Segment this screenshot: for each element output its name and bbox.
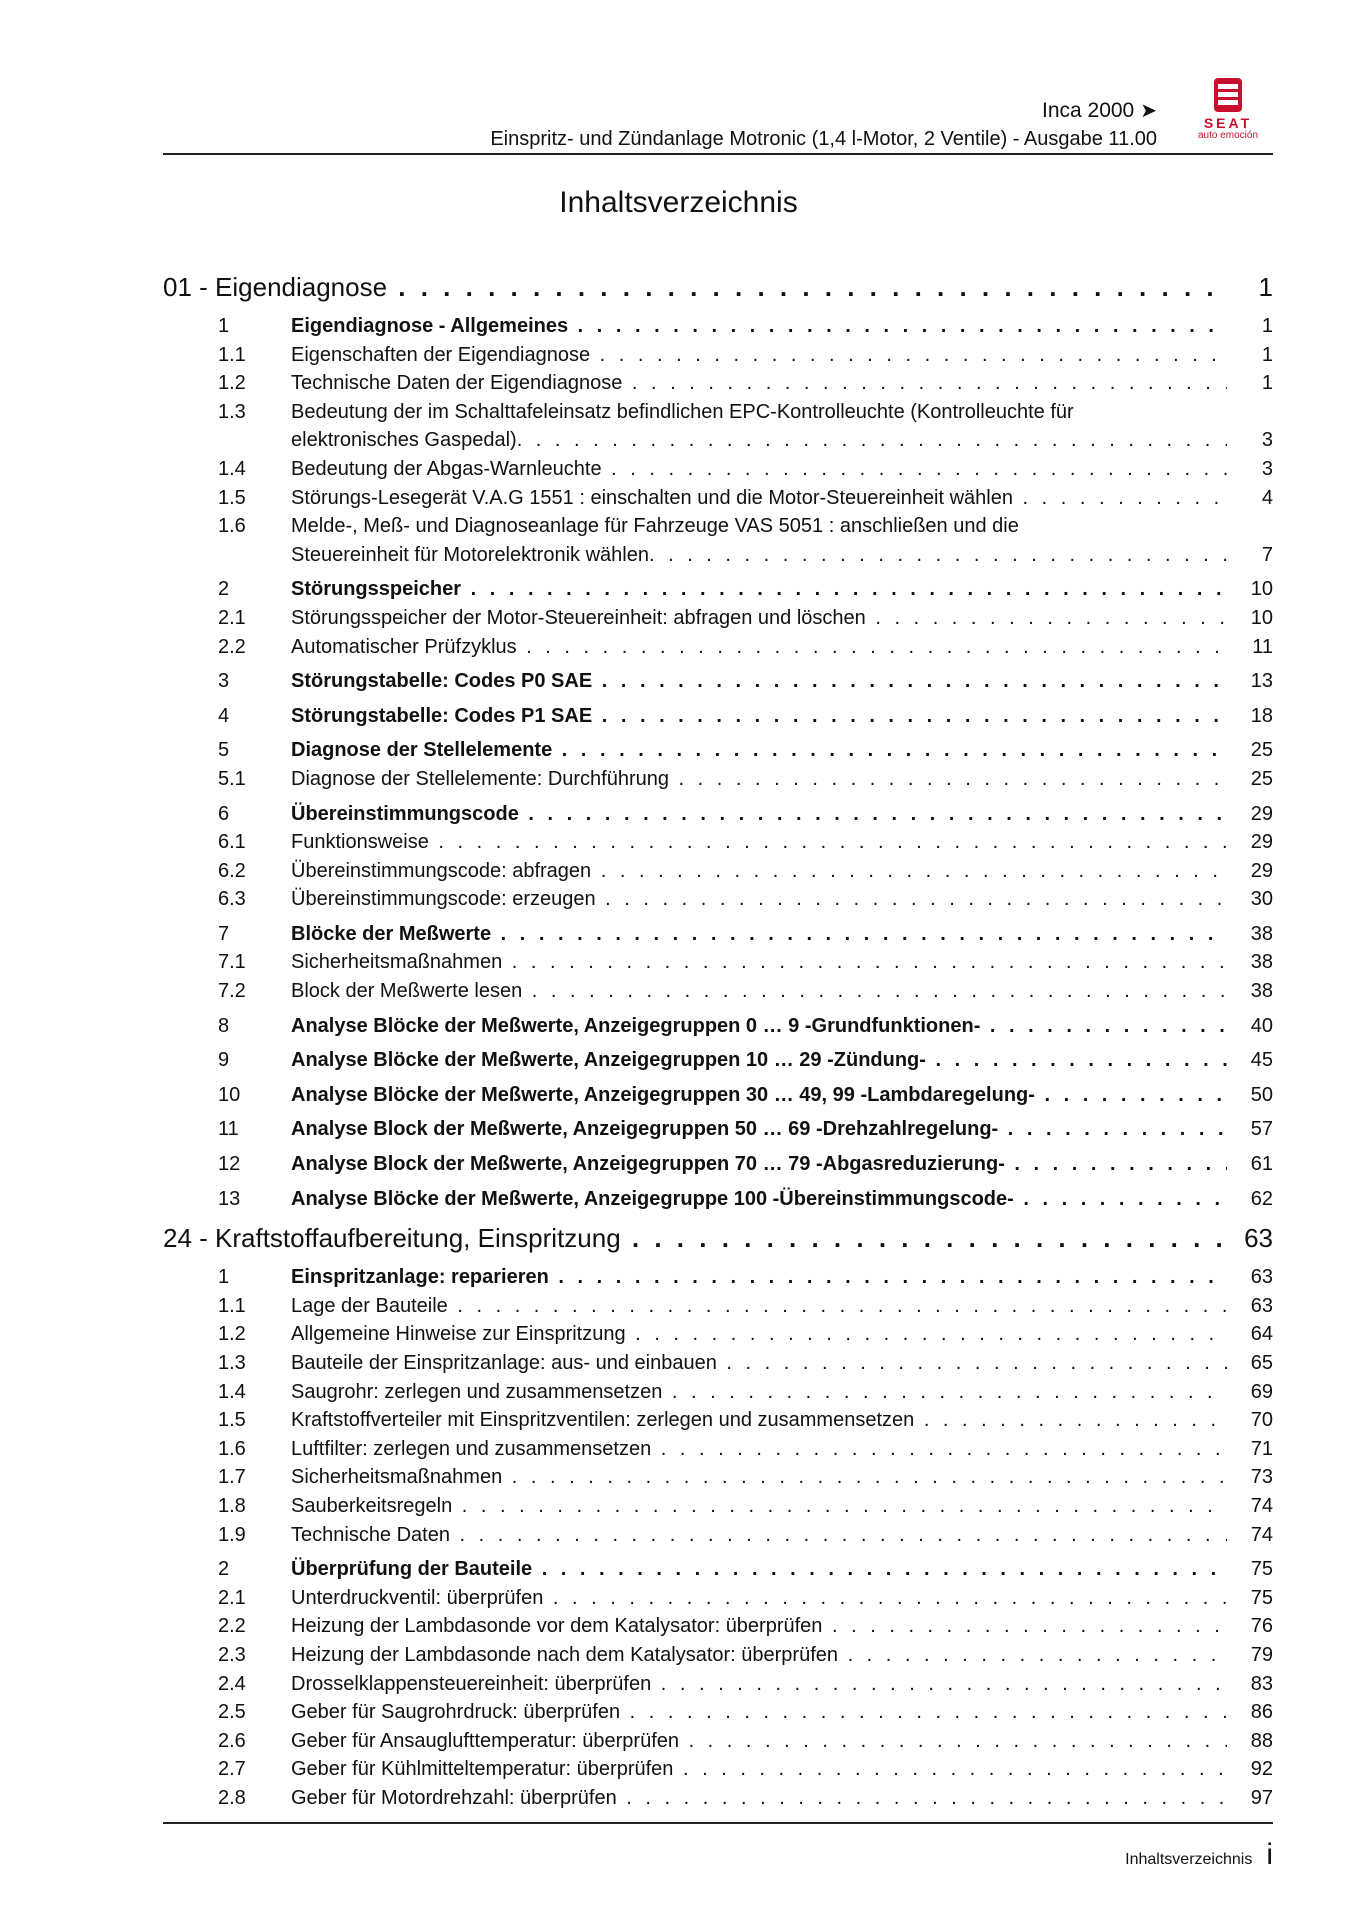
toc-entry-page: 25: [1250, 767, 1273, 790]
toc-entry-title: [291, 512, 1227, 569]
toc-entry-page: 61: [1250, 1153, 1273, 1176]
toc-subsection[interactable]: [163, 633, 1273, 662]
toc-entry-number: 7: [218, 922, 230, 945]
toc-entry-number: 8: [218, 1014, 230, 1037]
toc-entry-title: Analyse Blöcke der Meßwerte, Anzeigegruppen 0 … 9 -Grundfunktionen- . . .: [291, 1012, 1227, 1041]
toc-entry-title: Eigendiagnose - Allgemeines . . .: [291, 312, 1227, 341]
toc-entry-title-line2: [291, 541, 1227, 570]
toc-entry-title: Übereinstimmungscode: erzeugen . . .: [291, 885, 1227, 914]
toc-entry-number: 13: [218, 1187, 241, 1210]
toc-entry-number: 1.9: [218, 1523, 246, 1546]
toc-entry-title: Störungsspeicher der Motor-Steuereinheit: abfragen und löschen . . .: [291, 604, 1227, 633]
toc-entry-number: 2.1: [218, 1586, 246, 1609]
toc-chapter-title: 24 - Kraftstoffaufbereitung, Einspritzung . . .: [163, 1219, 1227, 1257]
toc-entry-title: Störungs-Lesegerät V.A.G 1551 : einschalten und die Motor-Steuereinheit wählen . . .: [291, 484, 1227, 513]
toc-entry-title: Drosselklappensteuereinheit: überprüfen . . .: [291, 1670, 1227, 1699]
toc-entry-number: 10: [218, 1083, 241, 1106]
toc-entry-number: 2.1: [218, 606, 246, 629]
toc-entry-page: 45: [1250, 1049, 1273, 1072]
toc-entry-page: 88: [1250, 1729, 1273, 1752]
toc-entry-title: Eigenschaften der Eigendiagnose . . .: [291, 341, 1227, 370]
toc-entry-number: 2.4: [218, 1672, 246, 1695]
toc-entry-title: [291, 398, 1227, 455]
toc-section[interactable]: [163, 1012, 1273, 1041]
toc-entry-title: Block der Meßwerte lesen . . .: [291, 977, 1227, 1006]
toc-entry-title: Bedeutung der Abgas-Warnleuchte . . .: [291, 455, 1227, 484]
toc-entry-title: Funktionsweise . . .: [291, 828, 1227, 857]
toc-entry-page: 69: [1250, 1380, 1273, 1403]
toc-entry-title: Diagnose der Stellelemente . . .: [291, 736, 1227, 765]
toc-section[interactable]: [163, 1555, 1273, 1584]
toc-entry-number: 2.2: [218, 1615, 246, 1638]
toc-entry-title: Übereinstimmungscode: abfragen . . .: [291, 857, 1227, 886]
arrow-right-icon: ➤: [1140, 100, 1157, 122]
toc-entry-number: 1.6: [218, 515, 246, 538]
toc-entry-page: 64: [1250, 1323, 1273, 1346]
toc-entry-page: 38: [1250, 922, 1273, 945]
toc-entry-page: 29: [1250, 802, 1273, 825]
toc-entry-number: 1.5: [218, 1409, 246, 1432]
toc-section[interactable]: [163, 312, 1273, 341]
footer-label: Inhaltsverzeichnis: [1125, 1851, 1253, 1868]
toc-subsection[interactable]: [163, 1435, 1273, 1464]
toc-entry-title: Saugrohr: zerlegen und zusammensetzen . . .: [291, 1378, 1227, 1407]
toc-entry-title-line1: Melde-, Meß- und Diagnoseanlage für Fahrzeuge VAS 5051 : anschließen und die: [291, 515, 1019, 538]
page-header: [490, 98, 1157, 152]
toc-entry-number: 1.1: [218, 1294, 246, 1317]
document-subtitle: Einspritz- und Zündanlage Motronic (1,4 l-Motor, 2 Ventile) - Ausgabe 11.00: [490, 128, 1157, 150]
toc-entry-number: 1.3: [218, 1352, 246, 1374]
toc-entry-page: 79: [1250, 1643, 1273, 1666]
toc-entry-page: 25: [1250, 739, 1273, 762]
toc-entry-number: 6: [218, 802, 230, 825]
toc-subsection[interactable]: [163, 369, 1273, 398]
toc-entry-title: Allgemeine Hinweise zur Einspritzung . . .: [291, 1320, 1227, 1349]
page-title: Inhaltsverzeichnis: [559, 186, 798, 219]
toc-entry-number: 1.2: [218, 1323, 246, 1346]
toc-subsection[interactable]: [163, 1292, 1273, 1321]
toc-subsection[interactable]: [163, 857, 1273, 886]
toc-entry-title: Blöcke der Meßwerte . . .: [291, 920, 1227, 949]
toc-entry-page: 75: [1250, 1558, 1273, 1581]
toc-subsection[interactable]: [163, 977, 1273, 1006]
seat-s-icon: [1210, 76, 1246, 114]
toc-entry-title: Analyse Block der Meßwerte, Anzeigegruppen 70 … 79 -Abgasreduzierung- . . .: [291, 1150, 1227, 1179]
toc-entry-title: Analyse Blöcke der Meßwerte, Anzeigegruppen 30 … 49, 99 -Lambdaregelung- . . .: [291, 1081, 1227, 1110]
toc-entry-number: 2.6: [218, 1729, 246, 1752]
toc-entry-title: Sicherheitsmaßnahmen . . .: [291, 948, 1227, 977]
toc-entry-page: 62: [1250, 1187, 1273, 1210]
toc-subsection[interactable]: [163, 765, 1273, 794]
toc-entry-number: 5: [218, 739, 230, 762]
toc-entry-title-line1: Bedeutung der im Schalttafeleinsatz befindlichen EPC-Kontrolleuchte (Kontrolleuchte für: [291, 400, 1074, 423]
toc-entry-number: 2.2: [218, 635, 246, 658]
logo-tagline: auto emoción: [1197, 130, 1259, 141]
toc-entry-number: 2.7: [218, 1758, 246, 1781]
toc-entry-page: 1: [1261, 372, 1273, 395]
toc-entry-number: 9: [218, 1049, 230, 1072]
toc-subsection[interactable]: [163, 1670, 1273, 1699]
toc-entry-title: Einspritzanlage: reparieren . . .: [291, 1263, 1227, 1292]
toc-entry-number: 1.8: [218, 1494, 246, 1517]
toc-entry-page: 3: [1261, 429, 1273, 452]
toc-entry-title: Überprüfung der Bauteile . . .: [291, 1555, 1227, 1584]
toc-entry-page: 63: [1250, 1294, 1273, 1317]
toc-subsection[interactable]: [163, 604, 1273, 633]
toc-section[interactable]: [163, 800, 1273, 829]
toc-entry-title: Unterdruckventil: überprüfen . . .: [291, 1584, 1227, 1613]
toc-entry-number: 1.2: [218, 372, 246, 395]
toc-entry-number: 6.3: [218, 888, 246, 911]
toc-entry-title: Technische Daten der Eigendiagnose . . .: [291, 369, 1227, 398]
toc-entry-page: 11: [1252, 635, 1273, 658]
toc-entry-page: 86: [1250, 1701, 1273, 1724]
toc-entry-title: Heizung der Lambdasonde vor dem Katalysator: überprüfen . . .: [291, 1612, 1227, 1641]
toc-entry-page: 1: [1261, 315, 1273, 337]
toc-entry-page: 70: [1250, 1409, 1273, 1432]
toc-chapter-page: 63: [1244, 1223, 1273, 1254]
toc-chapter[interactable]: [163, 268, 1273, 306]
toc-entry-title: Kraftstoffverteiler mit Einspritzventilen: zerlegen und zusammensetzen . . .: [291, 1406, 1227, 1435]
toc-entry-number: 12: [218, 1153, 241, 1176]
toc-chapter[interactable]: [163, 1219, 1273, 1257]
toc-entry-number: 3: [218, 670, 230, 693]
toc-entry-number: 1.5: [218, 486, 246, 509]
toc-entry-number: 2.3: [218, 1643, 246, 1666]
toc-entry-page: 4: [1261, 486, 1273, 509]
toc-entry-title: Diagnose der Stellelemente: Durchführung . . .: [291, 765, 1227, 794]
toc-entry-number: 5.1: [218, 767, 246, 790]
toc-entry-page: 74: [1250, 1523, 1273, 1546]
toc-subsection[interactable]: [163, 1378, 1273, 1407]
toc-entry-number: 7.2: [218, 980, 246, 1003]
toc-entry-page: 63: [1250, 1266, 1273, 1289]
toc-section[interactable]: [163, 1081, 1273, 1110]
toc-entry-page: 1: [1261, 343, 1273, 366]
toc-entry-title: Störungstabelle: Codes P1 SAE . . .: [291, 702, 1227, 731]
toc-entry-title: Übereinstimmungscode . . .: [291, 800, 1227, 829]
toc-entry-page: 75: [1250, 1586, 1273, 1609]
toc-entry-page: 65: [1250, 1352, 1273, 1374]
toc-entry-number: 2: [218, 1558, 230, 1581]
toc-section[interactable]: [163, 1046, 1273, 1075]
toc-subsection[interactable]: [163, 885, 1273, 914]
toc-subsection[interactable]: [163, 1784, 1273, 1813]
toc-subsection[interactable]: [163, 1492, 1273, 1521]
toc-entry-title: Geber für Motordrehzahl: überprüfen . . .: [291, 1784, 1227, 1813]
page-footer: [1125, 1838, 1273, 1872]
toc-subsection[interactable]: [163, 1521, 1273, 1550]
toc-entry-title: Analyse Blöcke der Meßwerte, Anzeigegruppen 10 … 29 -Zündung- . . .: [291, 1046, 1227, 1075]
toc-section[interactable]: [163, 702, 1273, 731]
toc-entry-number: 1.7: [218, 1466, 246, 1489]
toc-subsection[interactable]: [163, 1584, 1273, 1613]
toc-entry-title-line2-text: elektronisches Gaspedal): [291, 429, 517, 452]
toc-entry-page: 92: [1250, 1758, 1273, 1781]
toc-entry-page: 29: [1250, 831, 1273, 854]
toc-entry-title: Analyse Blöcke der Meßwerte, Anzeigegruppe 100 -Übereinstimmungscode- . . .: [291, 1185, 1227, 1214]
toc-subsection[interactable]: [163, 948, 1273, 977]
toc-subsection[interactable]: [163, 1349, 1273, 1378]
toc-leader-dots: [517, 426, 1227, 455]
toc-subsection[interactable]: [163, 1727, 1273, 1756]
toc-entry-number: 7.1: [218, 951, 246, 974]
header-divider: [163, 153, 1273, 155]
toc-entry-page: 76: [1250, 1615, 1273, 1638]
toc-entry-page: 18: [1250, 704, 1273, 727]
toc-entry-number: 1.6: [218, 1437, 246, 1460]
seat-logo: [1183, 76, 1273, 141]
toc-entry-number: 1.1: [218, 343, 246, 366]
toc-entry-number: 1.4: [218, 1380, 246, 1403]
toc-entry-page: 10: [1250, 606, 1273, 629]
toc-entry-page: 97: [1250, 1786, 1273, 1809]
toc-entry-page: 74: [1250, 1494, 1273, 1517]
toc-entry-number: 2.5: [218, 1701, 246, 1724]
toc-entry-title: Geber für Ansauglufttemperatur: überprüfen . . .: [291, 1727, 1227, 1756]
toc-entry-number: 6.1: [218, 831, 246, 854]
toc-entry-number: 11: [218, 1118, 239, 1141]
toc-entry-number: 2: [218, 578, 230, 601]
model-name: Inca 2000: [1041, 99, 1135, 122]
toc-subsection[interactable]: [163, 1698, 1273, 1727]
toc-entry-page: 30: [1250, 888, 1273, 911]
toc-entry-page: 13: [1250, 670, 1273, 693]
toc-entry-page: 50: [1250, 1083, 1273, 1106]
toc-subsection[interactable]: [163, 1463, 1273, 1492]
toc-entry-title: Heizung der Lambdasonde nach dem Katalysator: überprüfen . . .: [291, 1641, 1227, 1670]
toc-subsection[interactable]: [163, 828, 1273, 857]
toc-chapter-title: 01 - Eigendiagnose . . .: [163, 268, 1227, 306]
toc-entry-title: Bauteile der Einspritzanlage: aus- und einbauen . . .: [291, 1349, 1227, 1378]
toc-entry-page: 83: [1250, 1672, 1273, 1695]
toc-entry-page: 71: [1250, 1437, 1273, 1460]
toc-entry-title: Sauberkeitsregeln . . .: [291, 1492, 1227, 1521]
toc-entry-page: 73: [1250, 1466, 1273, 1489]
toc-subsection[interactable]: [163, 1612, 1273, 1641]
toc-subsection[interactable]: [163, 1755, 1273, 1784]
page-number: i: [1266, 1838, 1273, 1871]
toc-entry-number: 1: [218, 315, 230, 337]
toc-subsection[interactable]: [163, 484, 1273, 513]
toc-entry-page: 10: [1250, 578, 1273, 601]
toc-subsection[interactable]: [163, 455, 1273, 484]
toc-entry-title: Sicherheitsmaßnahmen . . .: [291, 1463, 1227, 1492]
toc-entry-page: 38: [1250, 951, 1273, 974]
table-of-contents: [163, 262, 1273, 1813]
footer-divider: [163, 1822, 1273, 1824]
toc-subsection[interactable]: [163, 398, 1273, 455]
toc-entry-number: 4: [218, 704, 230, 727]
toc-entry-number: 6.2: [218, 859, 246, 882]
toc-entry-page: 7: [1261, 543, 1273, 566]
toc-section[interactable]: [163, 1263, 1273, 1292]
model-line: [490, 98, 1157, 124]
toc-section[interactable]: [163, 1185, 1273, 1214]
toc-subsection[interactable]: [163, 1406, 1273, 1435]
toc-entry-title-line2: [291, 426, 1227, 455]
toc-section[interactable]: [163, 736, 1273, 765]
toc-section[interactable]: [163, 575, 1273, 604]
toc-entry-number: 1.3: [218, 400, 246, 423]
logo-brand: SEAT: [1203, 115, 1253, 131]
toc-chapter-page: 1: [1258, 272, 1273, 302]
toc-entry-title: Geber für Saugrohrdruck: überprüfen . . .: [291, 1698, 1227, 1727]
toc-entry-page: 38: [1250, 980, 1273, 1003]
toc-subsection[interactable]: [163, 1320, 1273, 1349]
toc-entry-title: Analyse Block der Meßwerte, Anzeigegruppen 50 … 69 -Drehzahlregelung- . . .: [291, 1115, 1227, 1144]
toc-leader-dots: [649, 541, 1227, 570]
toc-subsection[interactable]: [163, 1641, 1273, 1670]
toc-subsection[interactable]: [163, 341, 1273, 370]
toc-section[interactable]: [163, 920, 1273, 949]
toc-entry-number: 1.4: [218, 457, 246, 480]
toc-entry-page: 3: [1261, 457, 1273, 480]
toc-section[interactable]: [163, 667, 1273, 696]
toc-entry-number: 2.8: [218, 1786, 246, 1809]
toc-entry-page: 40: [1250, 1014, 1273, 1037]
toc-entry-title: Störungsspeicher . . .: [291, 575, 1227, 604]
toc-section[interactable]: [163, 1150, 1273, 1179]
toc-entry-title: Störungstabelle: Codes P0 SAE . . .: [291, 667, 1227, 696]
toc-entry-title: Luftfilter: zerlegen und zusammensetzen . . .: [291, 1435, 1227, 1464]
toc-entry-title: Technische Daten . . .: [291, 1521, 1227, 1550]
toc-entry-title: Lage der Bauteile . . .: [291, 1292, 1227, 1321]
toc-entry-page: 29: [1250, 859, 1273, 882]
toc-entry-page: 57: [1250, 1118, 1273, 1141]
toc-subsection[interactable]: [163, 512, 1273, 569]
toc-entry-title: Geber für Kühlmitteltemperatur: überprüfen . . .: [291, 1755, 1227, 1784]
toc-entry-title: Automatischer Prüfzyklus . . .: [291, 633, 1227, 662]
toc-entry-title-line2-text: Steuereinheit für Motorelektronik wählen: [291, 543, 649, 566]
toc-section[interactable]: [163, 1115, 1273, 1144]
toc-entry-number: 1: [218, 1266, 230, 1289]
